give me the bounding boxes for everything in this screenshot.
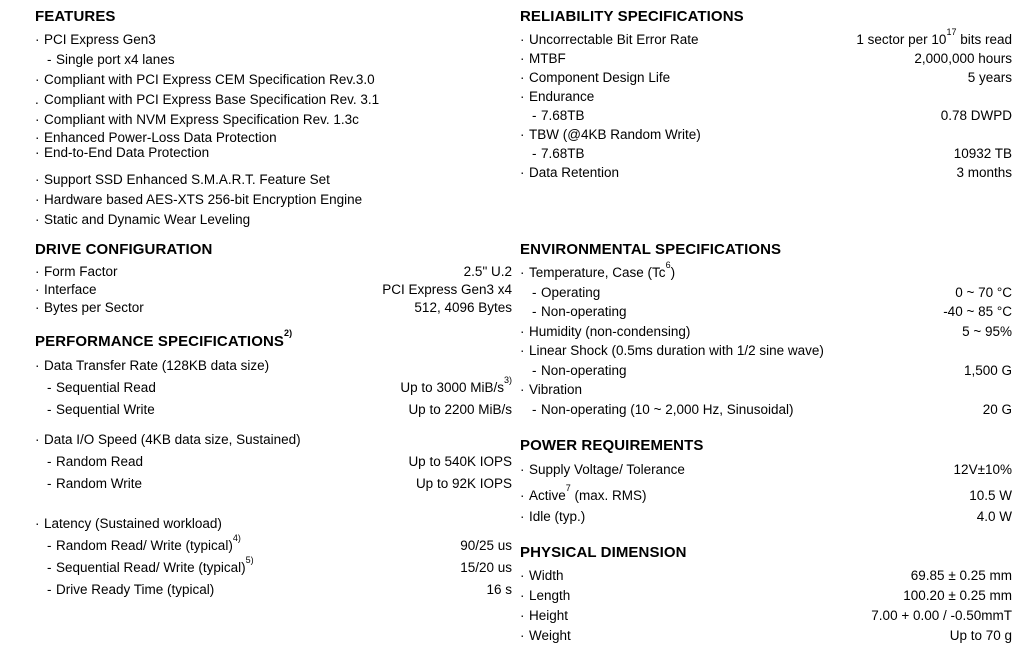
spec-label-text: Interface xyxy=(44,282,97,297)
spec-label-text: Operating xyxy=(541,284,601,300)
section-performance xyxy=(35,328,512,601)
bullet-glyph: · xyxy=(35,300,40,315)
spec-row xyxy=(35,554,512,579)
section-environmental xyxy=(520,241,1012,419)
spec-label xyxy=(35,210,250,230)
bullet-glyph: · xyxy=(35,212,40,227)
bullet-glyph: · xyxy=(35,32,40,47)
section-drive xyxy=(35,241,512,317)
bullet-glyph: · xyxy=(520,382,525,397)
spec-label xyxy=(520,341,824,361)
spec-label xyxy=(35,532,241,557)
spec-label xyxy=(520,87,594,106)
bullet-glyph: . xyxy=(35,92,39,107)
spec-label-text: Width xyxy=(529,568,564,583)
spec-label xyxy=(520,459,685,480)
spec-label xyxy=(520,144,585,163)
spec-label-text: Supply Voltage/ Tolerance xyxy=(529,462,685,477)
spec-row xyxy=(35,145,512,160)
spec-value: 1 sector per $10^{17}$ bits read xyxy=(856,26,1012,47)
spec-row xyxy=(520,259,1012,283)
spec-label xyxy=(520,68,670,87)
section-title: FEATURES xyxy=(35,8,116,25)
spec-row xyxy=(35,130,512,145)
spec-label-text: Sequential Read/ Write (typical)$^{5)}$ xyxy=(56,554,254,575)
bullet-glyph: · xyxy=(520,588,525,603)
spec-label xyxy=(35,377,156,399)
bullet-glyph: · xyxy=(520,568,525,583)
bullet-glyph: - xyxy=(47,538,52,553)
spec-row xyxy=(35,532,512,557)
spec-label-text: Length xyxy=(529,588,571,603)
column-left xyxy=(35,8,512,601)
spec-row xyxy=(520,361,1012,381)
spec-row xyxy=(520,606,1012,626)
spec-label-text: 7.68TB xyxy=(541,146,585,161)
spec-value: 0 ~ 70 °C xyxy=(955,284,1012,300)
bullet-glyph: · xyxy=(520,323,525,339)
bullet-glyph: · xyxy=(520,509,525,524)
spec-label-text: Bytes per Sector xyxy=(44,300,144,315)
spec-row xyxy=(35,110,512,130)
bullet-glyph: · xyxy=(520,165,525,180)
spec-value: 12V±10% xyxy=(953,462,1012,477)
bullet-glyph: - xyxy=(47,582,52,597)
spec-row xyxy=(520,87,1012,106)
spec-label xyxy=(520,400,794,420)
bullet-glyph: · xyxy=(35,358,40,373)
bullet-glyph: - xyxy=(532,304,537,319)
spec-label-text: TBW (@4KB Random Write) xyxy=(529,127,701,142)
spec-label-text: Random Read xyxy=(56,454,144,469)
bullet-glyph: · xyxy=(520,608,525,623)
bullet-glyph: · xyxy=(520,89,525,104)
spec-value: 5 years xyxy=(967,70,1012,85)
spec-label xyxy=(35,355,269,377)
spec-row xyxy=(520,49,1012,68)
section-title: RELIABILITY SPECIFICATIONS xyxy=(520,8,744,25)
spec-label-text: Static and Dynamic Wear Leveling xyxy=(44,212,251,227)
spec-label xyxy=(520,125,701,144)
spec-label xyxy=(520,506,585,527)
spec-row xyxy=(35,299,512,317)
spec-label xyxy=(35,110,359,130)
spec-label xyxy=(35,130,277,145)
spec-row xyxy=(35,399,512,421)
section-title: PHYSICAL DIMENSION xyxy=(520,544,687,561)
bullet-glyph: - xyxy=(47,402,52,417)
spec-row xyxy=(520,341,1012,361)
spec-label-text: Compliant with PCI Express CEM Specification Rev.3.0 xyxy=(44,72,375,87)
spec-label xyxy=(35,281,97,299)
spec-row xyxy=(35,451,512,473)
spec-value: 4.0 W xyxy=(976,509,1012,524)
spec-row xyxy=(520,586,1012,606)
spec-label xyxy=(35,513,222,535)
spec-label xyxy=(520,626,571,646)
bullet-glyph: - xyxy=(47,52,52,67)
spec-label xyxy=(35,190,362,210)
spec-value: 100.20 ± 0.25 mm xyxy=(903,588,1012,603)
spec-label xyxy=(520,283,600,303)
spec-label xyxy=(520,361,627,381)
spec-row xyxy=(35,170,512,190)
bullet-glyph: · xyxy=(520,265,525,280)
spec-row xyxy=(520,125,1012,144)
spec-value: Up to 3000 MiB/$s^{3)}$ xyxy=(400,374,512,395)
spec-label-text: Non-operating (10 ~ 2,000 Hz, Sinusoidal) xyxy=(541,401,794,417)
spec-value: 90/25 us xyxy=(460,538,512,553)
spec-row xyxy=(520,566,1012,586)
spec-row xyxy=(520,322,1012,342)
spec-label-text: Compliant with NVM Express Specification Rev. 1.3c xyxy=(44,112,359,127)
bullet-glyph: - xyxy=(532,284,537,300)
spec-label-text: Data Retention xyxy=(529,165,620,180)
spec-row xyxy=(35,50,512,70)
bullet-glyph: - xyxy=(532,146,537,161)
spec-value: Up to 70 g xyxy=(949,628,1012,643)
spec-value: 3 months xyxy=(956,165,1012,180)
spec-label xyxy=(35,579,214,601)
spec-label-text: Idle (typ.) xyxy=(529,509,586,524)
spec-label xyxy=(520,586,570,606)
spec-row xyxy=(520,302,1012,322)
spec-row xyxy=(35,190,512,210)
spec-label-text: Component Design Life xyxy=(529,70,671,85)
spec-row xyxy=(520,144,1012,163)
spec-label xyxy=(35,30,156,50)
spec-label xyxy=(520,163,619,182)
spec-label xyxy=(35,90,379,110)
spec-label-text: Hardware based AES-XTS 256-bit Encryption Engine xyxy=(44,192,363,207)
spec-label-text: Sequential Read xyxy=(56,380,156,395)
spec-row xyxy=(520,400,1012,420)
spec-value: Up to 92K IOPS xyxy=(415,476,512,491)
spec-label xyxy=(520,30,699,49)
spec-row xyxy=(35,263,512,281)
spec-label xyxy=(35,70,375,90)
spec-value: 69.85 ± 0.25 mm xyxy=(910,568,1012,583)
spec-label xyxy=(35,554,254,579)
spec-value: 20 G xyxy=(982,401,1012,417)
spec-label xyxy=(520,606,568,626)
spec-row xyxy=(520,283,1012,303)
bullet-glyph: - xyxy=(47,476,52,491)
bullet-glyph: · xyxy=(520,51,525,66)
bullet-glyph: · xyxy=(35,264,40,279)
section-reliability xyxy=(520,8,1012,182)
bullet-glyph: · xyxy=(35,130,40,145)
spec-row xyxy=(520,506,1012,527)
bullet-glyph: - xyxy=(47,560,52,575)
bullet-glyph: · xyxy=(520,488,525,503)
bullet-glyph: · xyxy=(35,432,40,447)
spec-label xyxy=(35,145,209,160)
spec-label xyxy=(520,302,627,322)
section-title: ENVIRONMENTAL SPECIFICATIONS xyxy=(520,241,782,258)
spec-label-text: Weight xyxy=(529,628,571,643)
spec-label xyxy=(520,566,564,586)
bullet-glyph: - xyxy=(532,108,537,123)
bullet-glyph: · xyxy=(520,70,525,85)
bullet-glyph: · xyxy=(520,127,525,142)
bullet-glyph: · xyxy=(520,628,525,643)
bullet-glyph: · xyxy=(520,343,525,358)
spec-label-text: Temperature, Case (Tc$^6$) xyxy=(529,259,676,280)
spec-label xyxy=(35,473,142,495)
spec-label xyxy=(35,50,175,70)
spec-row xyxy=(520,459,1012,480)
spec-label xyxy=(35,299,144,317)
spec-row xyxy=(35,429,512,451)
spec-value: -40 ~ 85 °C xyxy=(943,304,1012,319)
spec-row xyxy=(520,68,1012,87)
spec-label-text: Latency (Sustained workload) xyxy=(44,516,222,531)
spec-label-text: Random Write xyxy=(56,476,143,491)
spec-value: Up to 540K IOPS xyxy=(408,454,512,469)
spec-value: 10.5 W xyxy=(969,488,1012,503)
spec-row xyxy=(35,513,512,535)
bullet-glyph: · xyxy=(35,172,40,187)
spec-label xyxy=(520,49,566,68)
spec-label xyxy=(35,451,143,473)
spec-row xyxy=(520,626,1012,646)
spec-label xyxy=(35,429,301,451)
bullet-glyph: · xyxy=(520,32,525,47)
spec-label-text: Random Read/ Write (typical)$^{4)}$ xyxy=(56,532,241,553)
section-title: POWER REQUIREMENTS xyxy=(520,437,704,454)
spec-value: 5 ~ 95% xyxy=(962,323,1012,339)
spec-row xyxy=(35,30,512,50)
column-right xyxy=(520,8,1012,646)
spec-label xyxy=(520,322,690,342)
spec-row xyxy=(35,579,512,601)
spec-value: 0.78 DWPD xyxy=(940,108,1012,123)
spec-label-text: Compliant with PCI Express Base Specification Rev. 3.1 xyxy=(44,92,380,107)
spec-label-text: Support SSD Enhanced S.M.A.R.T. Feature Set xyxy=(44,172,330,187)
spec-row xyxy=(35,90,512,110)
spec-label-text: Endurance xyxy=(529,89,595,104)
spec-label xyxy=(520,106,585,125)
spec-value: 16 s xyxy=(486,582,512,597)
spec-label-text: Non-operating xyxy=(541,304,627,319)
spec-label-text: Sequential Write xyxy=(56,402,155,417)
spec-label-text: Height xyxy=(529,608,569,623)
bullet-glyph: · xyxy=(35,282,40,297)
spec-label xyxy=(35,263,118,281)
bullet-glyph: · xyxy=(35,145,40,160)
spec-value: 15/20 us xyxy=(460,560,512,575)
spec-label-text: Uncorrectable Bit Error Rate xyxy=(529,32,699,47)
spec-label-text: Humidity (non-condensing) xyxy=(529,323,691,339)
spec-label-text: Vibration xyxy=(529,382,583,397)
spec-row xyxy=(520,26,1012,49)
spec-value: 512, 4096 Bytes xyxy=(414,300,512,315)
spec-label-text: PCI Express Gen3 xyxy=(44,32,156,47)
spec-label-text: Form Factor xyxy=(44,264,118,279)
spec-row xyxy=(520,163,1012,182)
spec-label xyxy=(520,380,582,400)
spec-row xyxy=(35,355,512,377)
spec-row xyxy=(520,482,1012,506)
bullet-glyph: - xyxy=(532,401,537,417)
bullet-glyph: · xyxy=(35,192,40,207)
spec-row xyxy=(520,380,1012,400)
spec-label xyxy=(520,259,676,283)
bullet-glyph: - xyxy=(47,380,52,395)
spec-row xyxy=(35,374,512,399)
spec-row xyxy=(35,210,512,230)
spec-label-text: Active$^7$ (max. RMS) xyxy=(529,482,647,503)
spec-value: Up to 2200 MiB/s xyxy=(408,402,512,417)
spec-label-text: Data I/O Speed (4KB data size, Sustained) xyxy=(44,432,301,447)
section-physical xyxy=(520,544,1012,646)
section-power xyxy=(520,437,1012,527)
spec-label-text: Data Transfer Rate (128KB data size) xyxy=(44,358,270,373)
spec-value: PCI Express Gen3 x4 xyxy=(382,282,512,297)
spec-value: 7.00 + 0.00 / -0.50mmT xyxy=(871,608,1012,623)
spec-row xyxy=(35,473,512,495)
spec-value: 10932 TB xyxy=(953,146,1012,161)
spec-row xyxy=(520,106,1012,125)
bullet-glyph: · xyxy=(35,112,40,127)
bullet-glyph: - xyxy=(47,454,52,469)
spec-label-text: Drive Ready Time (typical) xyxy=(56,582,215,597)
spec-label-text: Linear Shock (0.5ms duration with 1/2 sine wave) xyxy=(529,343,824,358)
section-title: PERFORMANCE SPECIFICATIONS$^{2)}$ xyxy=(35,328,293,350)
spec-row xyxy=(35,281,512,299)
spec-label-text: 7.68TB xyxy=(541,108,585,123)
spec-label xyxy=(35,170,330,190)
spec-value: 2,000,000 hours xyxy=(914,51,1012,66)
bullet-glyph: · xyxy=(520,462,525,477)
spec-value: 2.5" U.2 xyxy=(463,264,512,279)
section-features xyxy=(35,8,512,230)
bullet-glyph: · xyxy=(35,72,40,87)
spec-value: 1,500 G xyxy=(963,362,1012,378)
bullet-glyph: · xyxy=(35,516,40,531)
spec-row xyxy=(35,70,512,90)
spec-label-text: Non-operating xyxy=(541,362,627,378)
spec-label-text: Enhanced Power-Loss Data Protection xyxy=(44,130,277,145)
spec-label-text: MTBF xyxy=(529,51,566,66)
spec-label-text: Single port x4 lanes xyxy=(56,52,175,67)
spec-label-text: End-to-End Data Protection xyxy=(44,145,210,160)
spec-label xyxy=(35,399,155,421)
section-title: DRIVE CONFIGURATION xyxy=(35,241,213,258)
bullet-glyph: - xyxy=(532,362,537,378)
spec-label xyxy=(520,482,647,506)
